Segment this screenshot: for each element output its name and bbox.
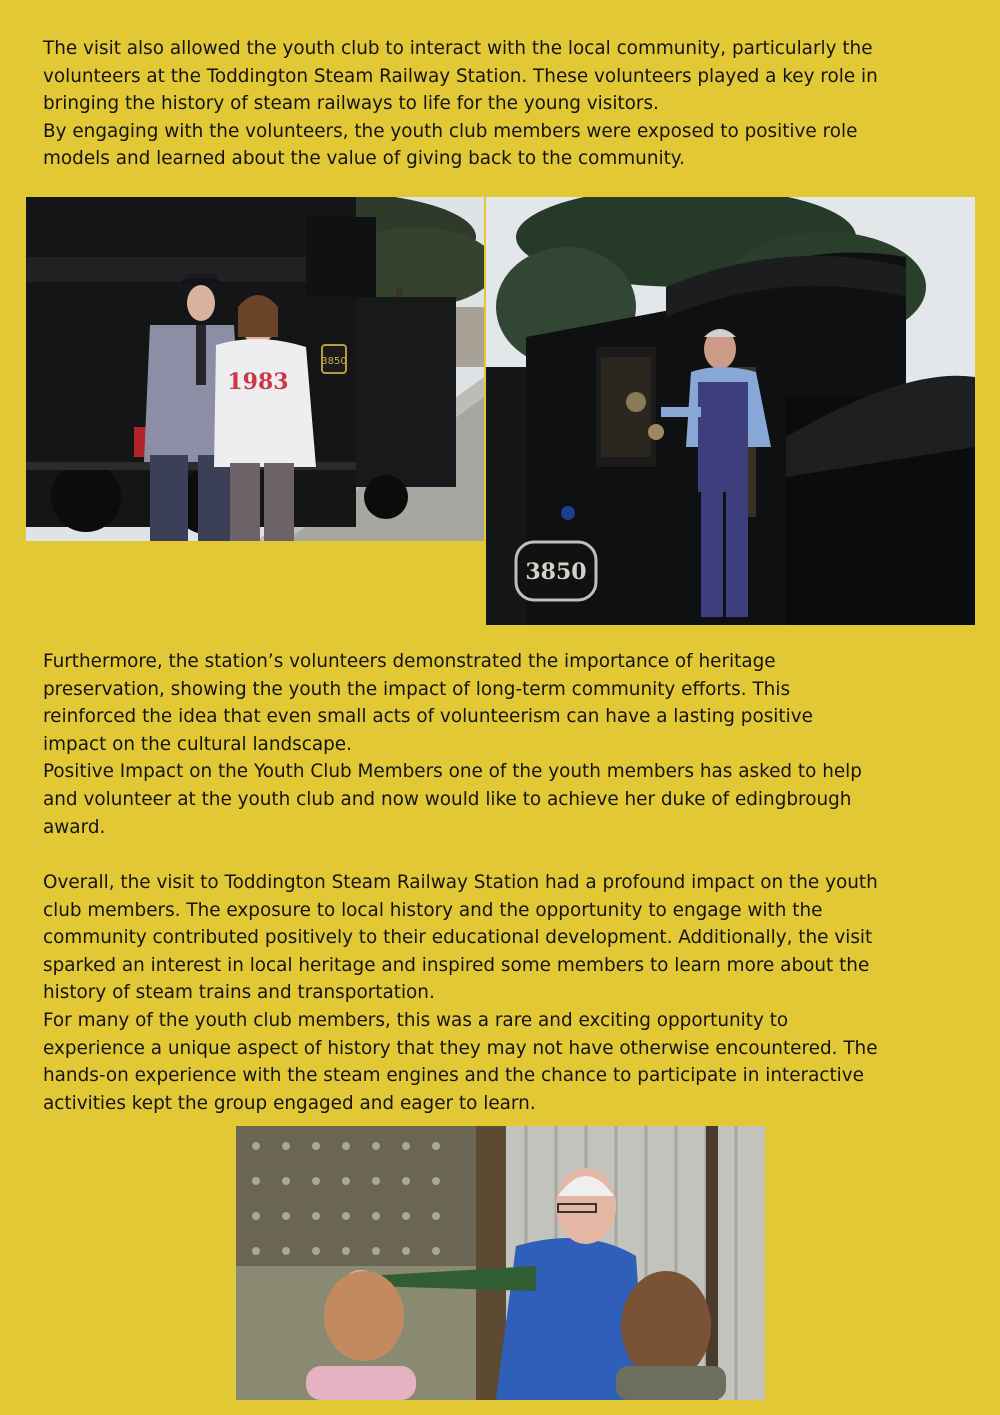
- platform-photo-svg: [26, 197, 484, 541]
- intro-paragraph: The visit also allowed the youth club to interact with the local community, particularly the volunteers at the Toddington Steam Railway Station. These volunteers played a key role in bringing the history of steam railways to life for the young visitors. By engaging with the volunteers, the youth club members were exposed to positive role models and learned about the value of giving back to the community.: [43, 38, 878, 170]
- explaining-photo-svg: [236, 1126, 765, 1400]
- volunteer-explaining-photo: [236, 1126, 765, 1400]
- cab-photo-svg: [486, 197, 975, 625]
- platform-loco-number: 3850: [321, 356, 347, 367]
- overall-paragraph: Overall, the visit to Toddington Steam Railway Station had a profound impact on the youth club members. The exposure to local history and the opportunity to engage with the community contributed positively to their educational development. Additionally, the visit sparked an interest in local heritage and inspired some members to learn more about the history of steam trains and transportation. For many of the youth club members, this was a rare and exciting opportunity to experience a unique aspect of history that they may not have otherwise encountered. The hands-on experience with the steam engines and the chance to participate in interactive activities kept the group engaged and eager to learn.: [43, 872, 878, 1114]
- heritage-paragraph: Furthermore, the station’s volunteers demonstrated the importance of heritage preservation, showing the youth the impact of long-term community efforts. This reinforced the idea that even small acts of volunteerism can have a lasting positive impact on the cultural landscape. Positive Impact on the Youth Club Members one of the youth members has asked to help and volunteer at the youth club and now would like to achieve her duke of edingbrough award.: [43, 651, 862, 838]
- engine-cab-volunteer-photo: [486, 197, 975, 625]
- sweatshirt-text: 1983: [227, 369, 289, 395]
- platform-volunteers-photo: [26, 197, 484, 541]
- engine-number-plate: 3850: [525, 559, 587, 585]
